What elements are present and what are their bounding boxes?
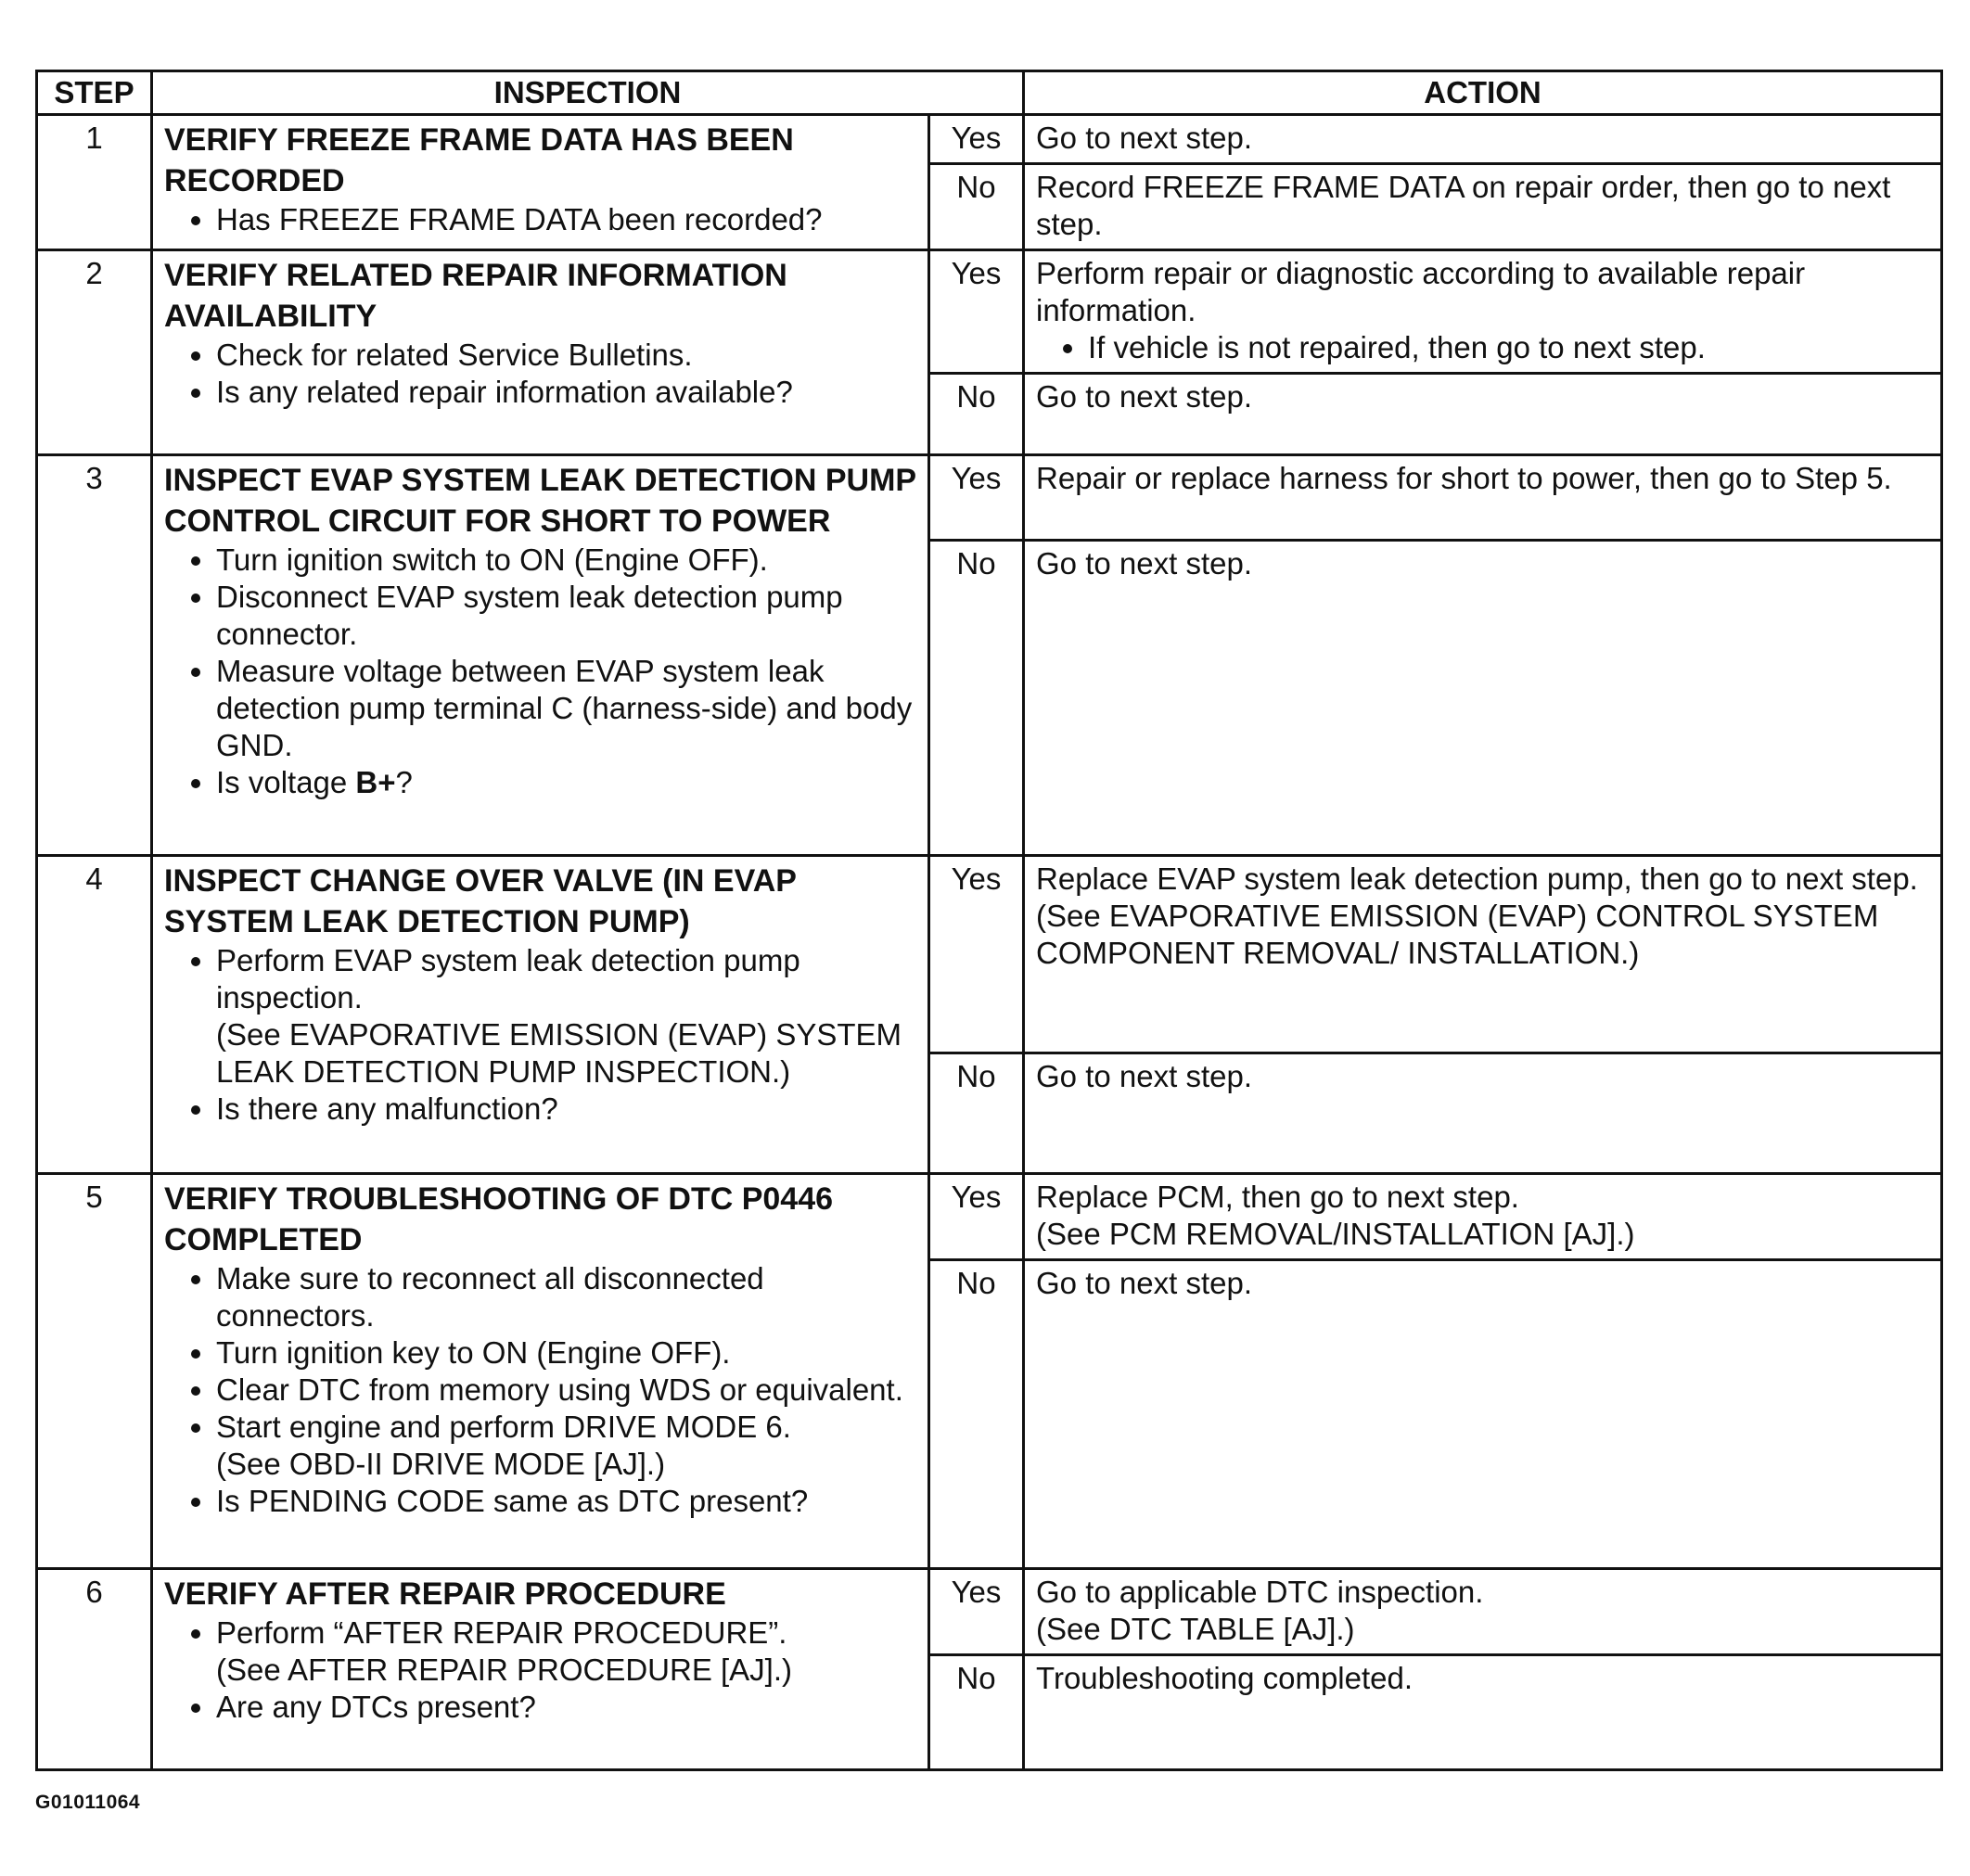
step-6-yes-row	[37, 1569, 1942, 1655]
step-number: 5	[37, 1174, 152, 1569]
inspection-title: VERIFY RELATED REPAIR INFORMATION AVAILABILITY	[164, 258, 787, 334]
no-label: No	[929, 541, 1024, 856]
inspection-bullets	[164, 1260, 916, 1520]
bullet-item: • Are any DTCs present?	[216, 1689, 916, 1726]
header-action: ACTION	[1024, 71, 1942, 115]
header-step: STEP	[37, 71, 152, 115]
no-action: Go to next step.	[1024, 541, 1942, 856]
yes-action: Replace PCM, then go to next step. (See PCM REMOVAL/INSTALLATION [AJ].)	[1024, 1174, 1942, 1260]
yes-label: Yes	[929, 1174, 1024, 1260]
bullet-item: • Is PENDING CODE same as DTC present?	[216, 1483, 916, 1520]
figure-id: G01011064	[35, 1792, 141, 1813]
bullet-item: • Start engine and perform DRIVE MODE 6. (See OBD-II DRIVE MODE [AJ].)	[216, 1409, 916, 1483]
inspection-cell	[152, 856, 929, 1174]
no-label: No	[929, 374, 1024, 455]
header-inspection: INSPECTION	[152, 71, 1024, 115]
no-action: Go to next step.	[1024, 1053, 1942, 1174]
no-action: Record FREEZE FRAME DATA on repair order, then go to next step.	[1024, 164, 1942, 250]
yes-action: Replace EVAP system leak detection pump, then go to next step. (See EVAPORATIVE EMISSION (EVAP) CONTROL SYSTEM COMPONENT REMOVAL/ INSTALLATION.)	[1024, 856, 1942, 1053]
header-row	[37, 71, 1942, 115]
no-label: No	[929, 1260, 1024, 1569]
bullet-item: • Perform “AFTER REPAIR PROCEDURE”. (See AFTER REPAIR PROCEDURE [AJ].)	[216, 1614, 916, 1689]
no-label: No	[929, 164, 1024, 250]
inspection-bullets	[164, 337, 916, 411]
yes-action: Go to next step.	[1024, 115, 1942, 164]
action-sub-bullets	[1036, 329, 1929, 366]
yes-label: Yes	[929, 856, 1024, 1053]
inspection-bullets	[164, 1614, 916, 1726]
bullet-item: • Clear DTC from memory using WDS or equivalent.	[216, 1372, 916, 1409]
yes-label: Yes	[929, 115, 1024, 164]
inspection-title: INSPECT EVAP SYSTEM LEAK DETECTION PUMP CONTROL CIRCUIT FOR SHORT TO POWER	[164, 463, 916, 539]
yes-label: Yes	[929, 1569, 1024, 1655]
step-number: 4	[37, 856, 152, 1174]
no-label: No	[929, 1655, 1024, 1770]
inspection-cell	[152, 1569, 929, 1770]
bullet-item: • Measure voltage between EVAP system leak detection pump terminal C (harness-side) and body GND.	[216, 653, 916, 764]
bullet-item: • Perform EVAP system leak detection pump inspection. (See EVAPORATIVE EMISSION (EVAP) SYSTEM LEAK DETECTION PUMP INSPECTION.)	[216, 942, 916, 1091]
inspection-bullets	[164, 201, 916, 238]
bullet-item: • If vehicle is not repaired, then go to next step.	[1088, 329, 1929, 366]
inspection-title: VERIFY AFTER REPAIR PROCEDURE	[164, 1576, 726, 1612]
bullet-item: • Turn ignition key to ON (Engine OFF).	[216, 1334, 916, 1372]
step-4-yes-row	[37, 856, 1942, 1053]
yes-action: Go to applicable DTC inspection. (See DTC TABLE [AJ].)	[1024, 1569, 1942, 1655]
step-2-yes-row	[37, 250, 1942, 374]
step-1-yes-row	[37, 115, 1942, 164]
yes-label: Yes	[929, 250, 1024, 374]
step-number: 6	[37, 1569, 152, 1770]
bullet-item: • Disconnect EVAP system leak detection pump connector.	[216, 579, 916, 653]
step-number: 1	[37, 115, 152, 250]
bullet-item: • Is any related repair information available?	[216, 374, 916, 411]
bullet-item: • Has FREEZE FRAME DATA been recorded?	[216, 201, 916, 238]
inspection-cell	[152, 250, 929, 455]
yes-action: Perform repair or diagnostic according to available repair information. • If vehicle is not repaired, then go to next step.	[1024, 250, 1942, 374]
bullet-item: • Is there any malfunction?	[216, 1091, 916, 1128]
bullet-item: • Turn ignition switch to ON (Engine OFF).	[216, 542, 916, 579]
inspection-bullets	[164, 942, 916, 1128]
inspection-title: VERIFY FREEZE FRAME DATA HAS BEEN RECORDED	[164, 122, 794, 198]
no-action: Troubleshooting completed.	[1024, 1655, 1942, 1770]
inspection-cell	[152, 115, 929, 250]
no-action: Go to next step.	[1024, 1260, 1942, 1569]
no-action: Go to next step.	[1024, 374, 1942, 455]
no-label: No	[929, 1053, 1024, 1174]
inspection-cell	[152, 1174, 929, 1569]
bullet-item: • Make sure to reconnect all disconnected connectors.	[216, 1260, 916, 1334]
bullet-item: • Check for related Service Bulletins.	[216, 337, 916, 374]
inspection-bullets	[164, 542, 916, 801]
inspection-cell	[152, 455, 929, 856]
inspection-title: INSPECT CHANGE OVER VALVE (IN EVAP SYSTEM LEAK DETECTION PUMP)	[164, 863, 797, 939]
yes-action: Repair or replace harness for short to power, then go to Step 5.	[1024, 455, 1942, 541]
bullet-item: • Is voltage B+?	[216, 764, 916, 801]
step-5-yes-row	[37, 1174, 1942, 1260]
yes-label: Yes	[929, 455, 1024, 541]
step-number: 2	[37, 250, 152, 455]
troubleshooting-table	[35, 70, 1943, 1771]
step-number: 3	[37, 455, 152, 856]
inspection-title: VERIFY TROUBLESHOOTING OF DTC P0446 COMPLETED	[164, 1181, 834, 1257]
step-3-yes-row	[37, 455, 1942, 541]
